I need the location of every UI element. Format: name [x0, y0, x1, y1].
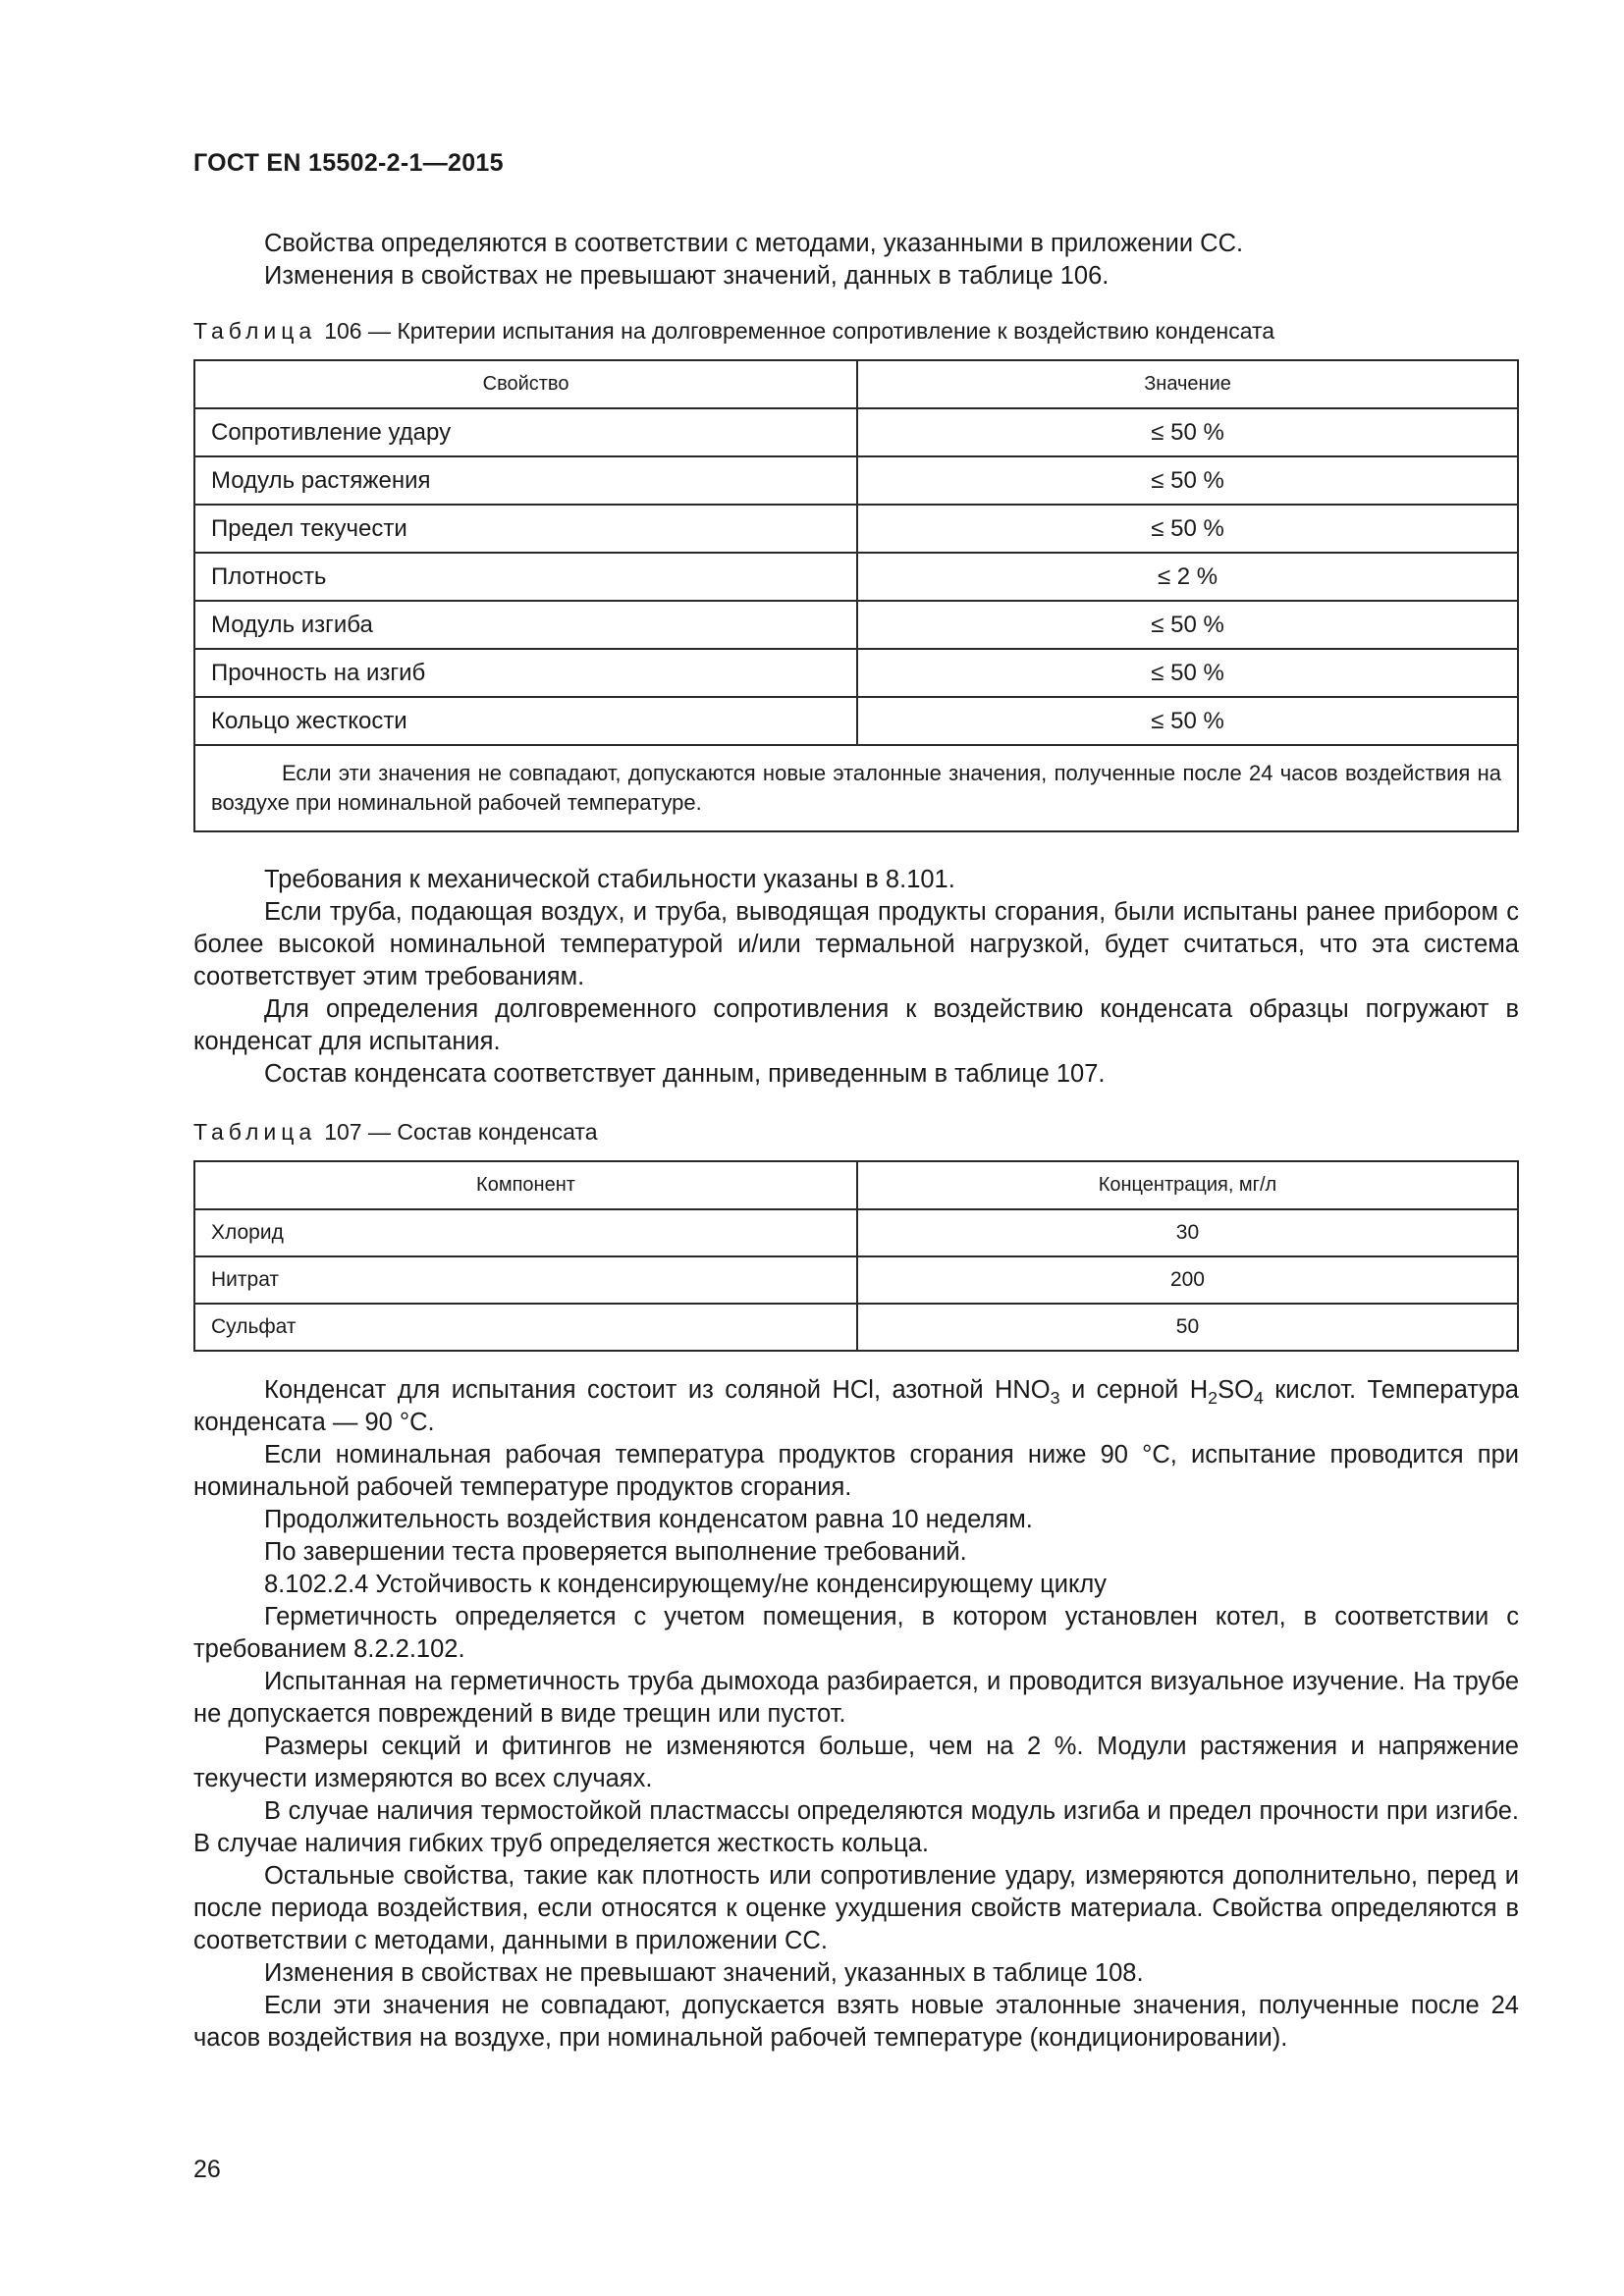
- column-header-property: Свойство: [194, 360, 857, 408]
- paragraph: Изменения в свойствах не превышают значений, данных в таблице 106.: [264, 262, 1110, 290]
- bottom-block: [193, 1374, 1519, 2055]
- property-cell: Плотность: [194, 553, 857, 601]
- value-cell: ≤ 50 %: [857, 601, 1518, 649]
- paragraph: Требования к механической стабильности указаны в 8.101.: [264, 866, 955, 893]
- property-cell: Модуль изгиба: [194, 601, 857, 649]
- table-row: [194, 697, 1518, 745]
- table-row: [194, 408, 1518, 456]
- text-run: Конденсат для испытания состоит из соляной HCl, азотной HNO: [264, 1376, 1051, 1404]
- table-107: [193, 1160, 1519, 1352]
- table-row: [194, 1304, 1518, 1351]
- table-row: [194, 601, 1518, 649]
- property-cell: Прочность на изгиб: [194, 649, 857, 697]
- table-106-caption: [193, 316, 1274, 346]
- document-header: ГОСТ EN 15502-2-1—2015: [193, 149, 504, 177]
- table-row: [194, 1256, 1518, 1304]
- value-cell: ≤ 50 %: [857, 456, 1518, 505]
- table-row: [194, 649, 1518, 697]
- paragraph: Свойства определяются в соответствии с методами, указанными в приложении СС.: [264, 230, 1244, 257]
- paragraph: В случае наличия термостойкой пластмассы определяются модуль изгиба и предел прочности при изгибе. В случае наличия гибких труб определяется жесткость кольца.: [193, 1797, 1519, 1857]
- property-cell: Сопротивление удару: [194, 408, 857, 456]
- text-run: SO: [1218, 1376, 1254, 1404]
- subscript: 4: [1253, 1388, 1264, 1409]
- paragraph: Если эти значения не совпадают, допускается взять новые эталонные значения, полученные после 24 часов воздействия на воздухе, при номинальной рабочей температуре (кондиционировании).: [193, 1992, 1519, 2052]
- table-row: [194, 553, 1518, 601]
- column-header-component: Компонент: [194, 1161, 857, 1209]
- concentration-cell: 200: [857, 1256, 1518, 1304]
- property-cell: Кольцо жесткости: [194, 697, 857, 745]
- caption-text: 107 — Состав конденсата: [324, 1119, 598, 1145]
- table-106: [193, 359, 1519, 832]
- table-note-row: [194, 745, 1518, 831]
- caption-prefix: Таблица: [193, 1119, 317, 1145]
- table-107-caption: [193, 1117, 598, 1147]
- table-header-row: [194, 360, 1518, 408]
- paragraph: Размеры секций и фитингов не изменяются больше, чем на 2 %. Модули растяжения и напряжение текучести измеряются во всех случаях.: [193, 1733, 1519, 1792]
- paragraph-acids: [193, 1374, 1519, 1439]
- table-row: [194, 505, 1518, 553]
- paragraph: Если труба, подающая воздух, и труба, выводящая продукты сгорания, были испытаны ранее прибором с более высокой номинальной температурой и/или термальной нагрузкой, будет считаться, что эта система соответствует этим требованиям.: [193, 898, 1519, 990]
- paragraph: Остальные свойства, такие как плотность или сопротивление удару, измеряются дополнительно, перед и после периода воздействия, если относятся к оценке ухудшения свойств материала. Свойства определяются в соответствии с методами, данными в приложении СС.: [193, 1862, 1519, 1954]
- text-run: кислот. Температура конденсата — 90 °C.: [193, 1376, 1519, 1436]
- column-header-concentration: Концентрация, мг/л: [857, 1161, 1518, 1209]
- paragraph: Изменения в свойствах не превышают значений, указанных в таблице 108.: [264, 1959, 1144, 1987]
- table-row: [194, 456, 1518, 505]
- column-header-value: Значение: [857, 360, 1518, 408]
- paragraph: Продолжительность воздействия конденсатом равна 10 неделям.: [264, 1506, 1033, 1533]
- text-run: и серной H: [1059, 1376, 1209, 1404]
- paragraph: Испытанная на герметичность труба дымохода разбирается, и проводится визуальное изучение. На трубе не допускается повреждений в виде трещин или пустот.: [193, 1668, 1519, 1728]
- value-cell: ≤ 50 %: [857, 408, 1518, 456]
- subscript: 2: [1208, 1388, 1218, 1409]
- concentration-cell: 30: [857, 1209, 1518, 1256]
- table-row: [194, 1209, 1518, 1256]
- component-cell: Нитрат: [194, 1256, 857, 1304]
- value-cell: ≤ 2 %: [857, 553, 1518, 601]
- concentration-cell: 50: [857, 1304, 1518, 1351]
- table-note: Если эти значения не совпадают, допускаются новые эталонные значения, полученные после 24 часов воздействия на воздухе при номинальной рабочей температуре.: [194, 745, 1518, 831]
- property-cell: Предел текучести: [194, 505, 857, 553]
- caption-prefix: Таблица: [193, 318, 317, 344]
- table-header-row: [194, 1161, 1518, 1209]
- value-cell: ≤ 50 %: [857, 697, 1518, 745]
- caption-text: 106 — Критерии испытания на долговременное сопротивление к воздействию конденсата: [324, 318, 1275, 344]
- paragraph: Герметичность определяется с учетом помещения, в котором установлен котел, в соответствии с требованием 8.2.2.102.: [193, 1603, 1519, 1663]
- value-cell: ≤ 50 %: [857, 649, 1518, 697]
- component-cell: Хлорид: [194, 1209, 857, 1256]
- middle-block: [193, 864, 1519, 1091]
- intro-block: [193, 228, 1519, 293]
- section-heading: 8.102.2.4 Устойчивость к конденсирующему/не конденсирующему циклу: [264, 1571, 1108, 1598]
- paragraph: Для определения долговременного сопротивления к воздействию конденсата образцы погружают в конденсат для испытания.: [193, 995, 1519, 1055]
- paragraph: Если номинальная рабочая температура продуктов сгорания ниже 90 °C, испытание проводится при номинальной рабочей температуре продуктов сгорания.: [193, 1441, 1519, 1501]
- value-cell: ≤ 50 %: [857, 505, 1518, 553]
- property-cell: Модуль растяжения: [194, 456, 857, 505]
- subscript: 3: [1050, 1388, 1060, 1409]
- component-cell: Сульфат: [194, 1304, 857, 1351]
- page-number: 26: [193, 2156, 221, 2183]
- paragraph: Состав конденсата соответствует данным, приведенным в таблице 107.: [264, 1060, 1106, 1088]
- paragraph: По завершении теста проверяется выполнение требований.: [264, 1538, 967, 1566]
